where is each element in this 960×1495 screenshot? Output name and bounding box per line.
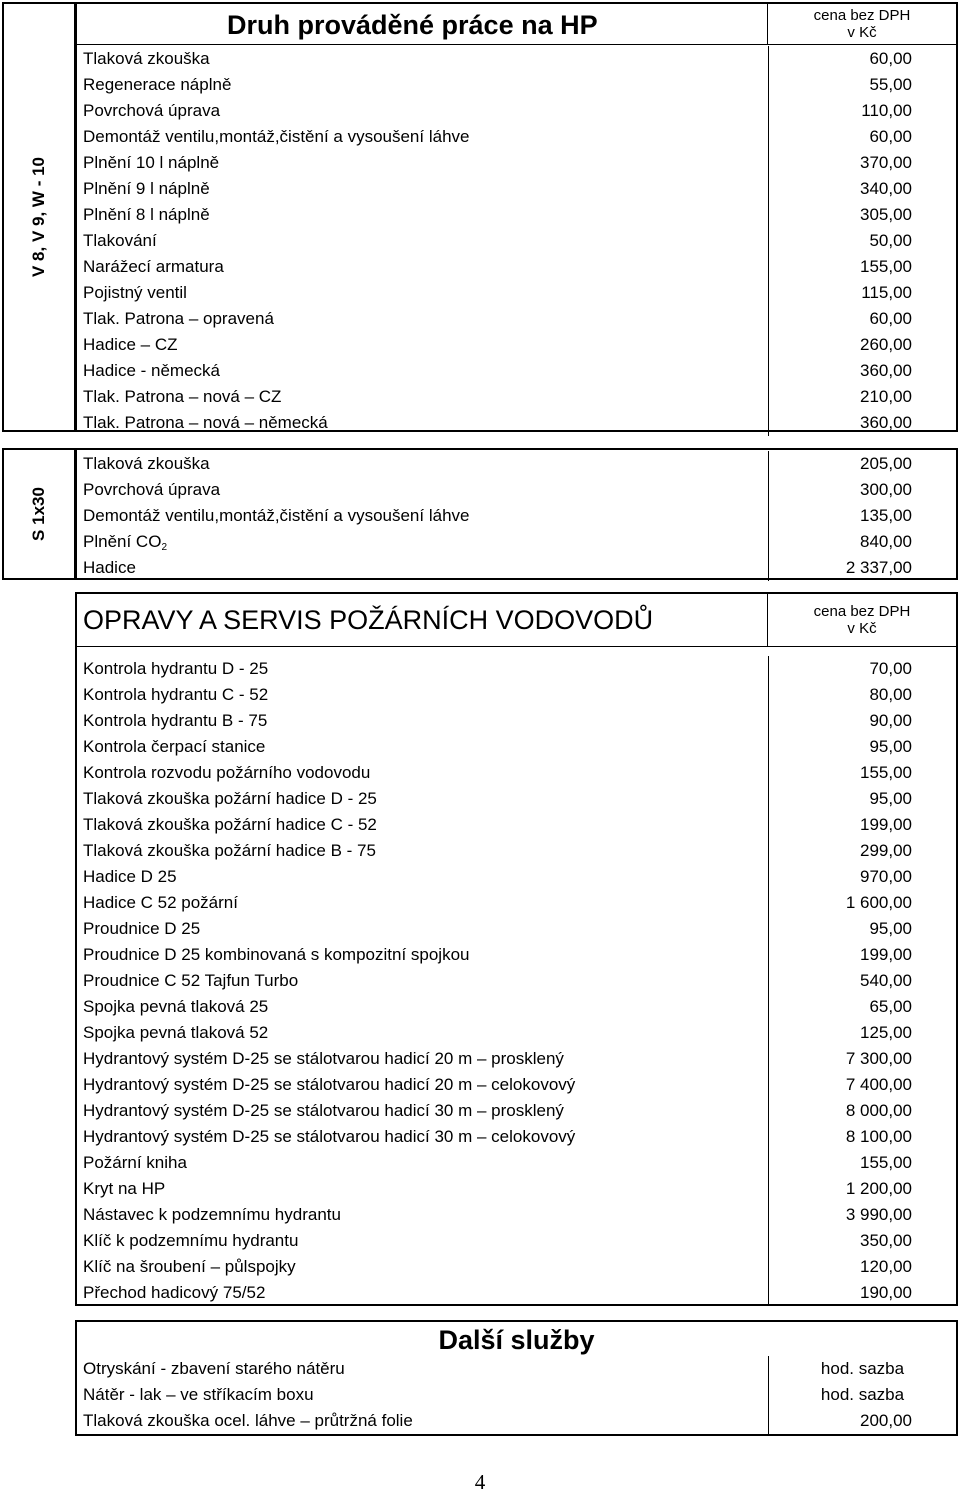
row-label xyxy=(83,1150,187,1176)
row-price: 80,00 xyxy=(768,682,956,708)
row-label-text: Kontrola hydrantu B - 75 xyxy=(83,711,268,730)
row-label xyxy=(83,503,469,529)
row-price: 115,00 xyxy=(768,280,956,306)
table-row xyxy=(77,734,956,760)
row-price: 540,00 xyxy=(768,968,956,994)
row-label xyxy=(83,555,136,581)
row-price: 350,00 xyxy=(768,1228,956,1254)
side-label-hp-box xyxy=(2,2,76,432)
row-label xyxy=(83,1124,575,1150)
table-row xyxy=(77,150,956,176)
row-label-text: Pojistný ventil xyxy=(83,283,187,302)
row-label-text: Proudnice D 25 xyxy=(83,919,201,938)
row-label xyxy=(83,812,377,838)
table-row xyxy=(77,682,956,708)
row-price: 300,00 xyxy=(768,477,956,503)
row-price: 3 990,00 xyxy=(768,1202,956,1228)
row-label-text: Hadice D 25 xyxy=(83,867,177,886)
row-label-text: Hydrantový systém D-25 se stálotvarou hadicí 20 m – celokovový xyxy=(83,1075,576,1094)
dalsi-sluzby-rows xyxy=(77,1356,956,1434)
vodovody-price-header xyxy=(767,594,956,646)
table-row xyxy=(77,358,956,384)
row-label-text: Povrchová úprava xyxy=(83,480,221,499)
row-label-text: Proudnice C 52 Tajfun Turbo xyxy=(83,971,299,990)
row-label-text: Tlaková zkouška xyxy=(83,454,210,473)
row-label xyxy=(83,1020,268,1046)
table-row xyxy=(77,72,956,98)
row-label-text: Tlaková zkouška požární hadice C - 52 xyxy=(83,815,377,834)
row-label xyxy=(83,98,220,124)
row-label-text: Hadice xyxy=(83,558,136,577)
row-label xyxy=(83,332,177,358)
row-price: 360,00 xyxy=(768,358,956,384)
table-row xyxy=(77,254,956,280)
row-price: 7 400,00 xyxy=(768,1072,956,1098)
row-label xyxy=(83,734,265,760)
row-label xyxy=(83,708,267,734)
row-price: 95,00 xyxy=(768,734,956,760)
row-label xyxy=(83,682,268,708)
table-row xyxy=(77,98,956,124)
table-row xyxy=(77,968,956,994)
table-row xyxy=(77,760,956,786)
row-price: 95,00 xyxy=(768,916,956,942)
row-label xyxy=(83,838,376,864)
row-price: 155,00 xyxy=(768,1150,956,1176)
row-label-text: Otryskání - zbavení starého nátěru xyxy=(83,1359,345,1378)
row-label xyxy=(83,358,220,384)
row-label xyxy=(83,529,167,555)
row-label-text: Tlak. Patrona – nová – CZ xyxy=(83,387,282,406)
row-price: 120,00 xyxy=(768,1254,956,1280)
row-label xyxy=(83,916,200,942)
row-label xyxy=(83,280,187,306)
row-label-text: Demontáž ventilu,montáž,čistění a vysoušení láhve xyxy=(83,127,470,146)
table-row xyxy=(77,812,956,838)
table-row xyxy=(77,332,956,358)
row-price: 205,00 xyxy=(768,451,956,477)
row-price: 210,00 xyxy=(768,384,956,410)
row-label xyxy=(83,1098,564,1124)
row-label xyxy=(83,890,238,916)
row-price: 360,00 xyxy=(768,410,956,436)
table-row xyxy=(77,1254,956,1280)
row-label-text: Klíč na šroubení – půlspojky xyxy=(83,1257,296,1276)
table-row xyxy=(77,1072,956,1098)
row-label xyxy=(83,1408,413,1434)
table-row xyxy=(77,280,956,306)
hp-price-table xyxy=(75,2,958,432)
row-label xyxy=(83,760,370,786)
table-row xyxy=(77,503,956,529)
price-header-line1: cena bez DPH xyxy=(813,603,911,620)
row-price: 70,00 xyxy=(768,656,956,682)
row-label-text: Tlaková zkouška ocel. láhve – průtržná folie xyxy=(83,1411,413,1430)
row-label xyxy=(83,451,210,477)
row-price: 60,00 xyxy=(768,124,956,150)
row-label-text: Kontrola hydrantu C - 52 xyxy=(83,685,269,704)
table-row xyxy=(77,1124,956,1150)
table-row xyxy=(77,1098,956,1124)
row-price: 1 600,00 xyxy=(768,890,956,916)
row-price: 190,00 xyxy=(768,1280,956,1306)
row-price: 155,00 xyxy=(768,254,956,280)
table-row xyxy=(77,1176,956,1202)
table-row xyxy=(77,410,956,436)
row-price: 155,00 xyxy=(768,760,956,786)
row-label-text: Narážecí armatura xyxy=(83,257,224,276)
side-label-hp: V 8, V 9, W - 10 xyxy=(29,157,48,277)
row-label xyxy=(83,254,224,280)
row-label xyxy=(83,306,274,332)
dalsi-sluzby-header xyxy=(77,1322,956,1356)
row-label-text: Spojka pevná tlaková 25 xyxy=(83,997,269,1016)
row-label xyxy=(83,150,219,176)
row-label-text: Plnění 10 l náplně xyxy=(83,153,220,172)
page-number: 4 xyxy=(474,1470,486,1494)
table-row xyxy=(77,306,956,332)
hp-price-header xyxy=(767,4,956,44)
table-row xyxy=(77,477,956,503)
row-label-text: Kontrola hydrantu D - 25 xyxy=(83,659,269,678)
row-label xyxy=(83,656,268,682)
row-price: 2 337,00 xyxy=(768,555,956,581)
row-label xyxy=(83,1280,265,1306)
row-label xyxy=(83,384,281,410)
hp-table-title: Druh prováděné práce na HP xyxy=(227,10,598,40)
row-price: 7 300,00 xyxy=(768,1046,956,1072)
row-label-text: Požární kniha xyxy=(83,1153,187,1172)
row-label-text: Tlaková zkouška požární hadice D - 25 xyxy=(83,789,377,808)
table-row xyxy=(77,228,956,254)
row-label-text: Plnění 9 l náplně xyxy=(83,179,210,198)
row-price: 125,00 xyxy=(768,1020,956,1046)
row-label-text: Nátěr - lak – ve stříkacím boxu xyxy=(83,1385,314,1404)
row-price: 95,00 xyxy=(768,786,956,812)
row-price: 8 100,00 xyxy=(768,1124,956,1150)
row-price: 60,00 xyxy=(768,46,956,72)
table-row xyxy=(77,1202,956,1228)
row-price: 110,00 xyxy=(768,98,956,124)
vodovody-table-header xyxy=(77,594,956,647)
vodovody-table-title: OPRAVY A SERVIS POŽÁRNÍCH VODOVODŮ xyxy=(83,605,654,635)
row-label-text: Hadice - německá xyxy=(83,361,221,380)
row-price: 65,00 xyxy=(768,994,956,1020)
row-label xyxy=(83,176,210,202)
row-label-text: Povrchová úprava xyxy=(83,101,221,120)
row-price: hod. sazba xyxy=(768,1382,956,1408)
table-row xyxy=(77,529,956,555)
row-label-text: Tlaková zkouška požární hadice B - 75 xyxy=(83,841,376,860)
table-row xyxy=(77,124,956,150)
row-label xyxy=(83,1356,345,1382)
row-label xyxy=(83,786,377,812)
row-price: 340,00 xyxy=(768,176,956,202)
price-header-line2: v Kč xyxy=(847,620,877,637)
table-row xyxy=(77,555,956,581)
table-row xyxy=(77,1020,956,1046)
row-label-text: Tlaková zkouška xyxy=(83,49,210,68)
row-label xyxy=(83,124,469,150)
dalsi-sluzby-table xyxy=(75,1320,958,1436)
row-label xyxy=(83,46,210,72)
row-price: 260,00 xyxy=(768,332,956,358)
s1x30-price-table xyxy=(75,448,958,580)
row-price: 1 200,00 xyxy=(768,1176,956,1202)
table-row xyxy=(77,1228,956,1254)
row-label-text: Hydrantový systém D-25 se stálotvarou hadicí 30 m – prosklený xyxy=(83,1101,564,1120)
row-price: 50,00 xyxy=(768,228,956,254)
row-label-text: Kryt na HP xyxy=(83,1179,166,1198)
vodovody-price-table xyxy=(75,592,958,1306)
row-price: 199,00 xyxy=(768,812,956,838)
row-label xyxy=(83,477,220,503)
row-price: 8 000,00 xyxy=(768,1098,956,1124)
price-header-line2: v Kč xyxy=(847,24,877,41)
table-row xyxy=(77,451,956,477)
table-row xyxy=(77,916,956,942)
row-label-text: Klíč k podzemnímu hydrantu xyxy=(83,1231,299,1250)
row-price: 135,00 xyxy=(768,503,956,529)
table-row xyxy=(77,1356,956,1382)
table-row xyxy=(77,384,956,410)
table-row xyxy=(77,786,956,812)
hp-rows xyxy=(77,46,956,436)
row-label-text: Hadice C 52 požární xyxy=(83,893,238,912)
row-label xyxy=(83,942,470,968)
row-label-text: Spojka pevná tlaková 52 xyxy=(83,1023,269,1042)
row-label xyxy=(83,1202,341,1228)
table-row xyxy=(77,708,956,734)
row-label-text: Demontáž ventilu,montáž,čistění a vysoušení láhve xyxy=(83,506,470,525)
table-row xyxy=(77,1408,956,1434)
row-label xyxy=(83,1046,564,1072)
row-label xyxy=(83,864,177,890)
row-label xyxy=(83,1228,298,1254)
table-row xyxy=(77,838,956,864)
row-label-text: Kontrola čerpací stanice xyxy=(83,737,266,756)
row-label xyxy=(83,1072,575,1098)
table-row xyxy=(77,1046,956,1072)
row-label-text: Hydrantový systém D-25 se stálotvarou hadicí 20 m – prosklený xyxy=(83,1049,564,1068)
table-row xyxy=(77,176,956,202)
s1x30-rows xyxy=(77,451,956,581)
hp-table-header xyxy=(77,4,956,45)
row-label-text: Plnění CO xyxy=(83,532,162,551)
row-label-text: Plnění 8 l náplně xyxy=(83,205,210,224)
row-label-text: Přechod hadicový 75/52 xyxy=(83,1283,266,1302)
row-label xyxy=(83,72,231,98)
row-label xyxy=(83,1382,314,1408)
row-price: 370,00 xyxy=(768,150,956,176)
row-label-text: Hydrantový systém D-25 se stálotvarou hadicí 30 m – celokovový xyxy=(83,1127,576,1146)
row-price: 840,00 xyxy=(768,529,956,555)
row-label-text: Tlakování xyxy=(83,231,157,250)
row-label xyxy=(83,228,157,254)
table-row xyxy=(77,942,956,968)
row-price: 199,00 xyxy=(768,942,956,968)
row-label-text: Regenerace náplně xyxy=(83,75,232,94)
table-row xyxy=(77,864,956,890)
row-price: 970,00 xyxy=(768,864,956,890)
row-price: 305,00 xyxy=(768,202,956,228)
row-label xyxy=(83,994,268,1020)
row-label-subscript: 2 xyxy=(161,542,167,553)
row-label xyxy=(83,202,210,228)
row-price: 90,00 xyxy=(768,708,956,734)
table-row xyxy=(77,656,956,682)
vodovody-rows xyxy=(77,656,956,1306)
row-label xyxy=(83,410,328,436)
row-price: hod. sazba xyxy=(768,1356,956,1382)
row-price: 299,00 xyxy=(768,838,956,864)
row-label xyxy=(83,968,298,994)
price-header-line1: cena bez DPH xyxy=(813,7,911,24)
row-label xyxy=(83,1254,296,1280)
table-row xyxy=(77,1280,956,1306)
row-label xyxy=(83,1176,165,1202)
row-label-text: Kontrola rozvodu požárního vodovodu xyxy=(83,763,371,782)
row-label-text: Nástavec k podzemnímu hydrantu xyxy=(83,1205,341,1224)
table-row xyxy=(77,1150,956,1176)
table-row xyxy=(77,46,956,72)
row-label-text: Hadice – CZ xyxy=(83,335,178,354)
table-row xyxy=(77,1382,956,1408)
row-price: 55,00 xyxy=(768,72,956,98)
dalsi-sluzby-title: Další služby xyxy=(438,1325,595,1355)
row-label-text: Tlak. Patrona – opravená xyxy=(83,309,274,328)
side-label-s1x30: S 1x30 xyxy=(29,487,48,541)
table-row xyxy=(77,202,956,228)
side-label-s1x30-box xyxy=(2,448,76,580)
row-label-text: Tlak. Patrona – nová – německá xyxy=(83,413,328,432)
table-row xyxy=(77,890,956,916)
row-price: 200,00 xyxy=(768,1408,956,1434)
row-label-text: Proudnice D 25 kombinovaná s kompozitní spojkou xyxy=(83,945,470,964)
row-price: 60,00 xyxy=(768,306,956,332)
table-row xyxy=(77,994,956,1020)
